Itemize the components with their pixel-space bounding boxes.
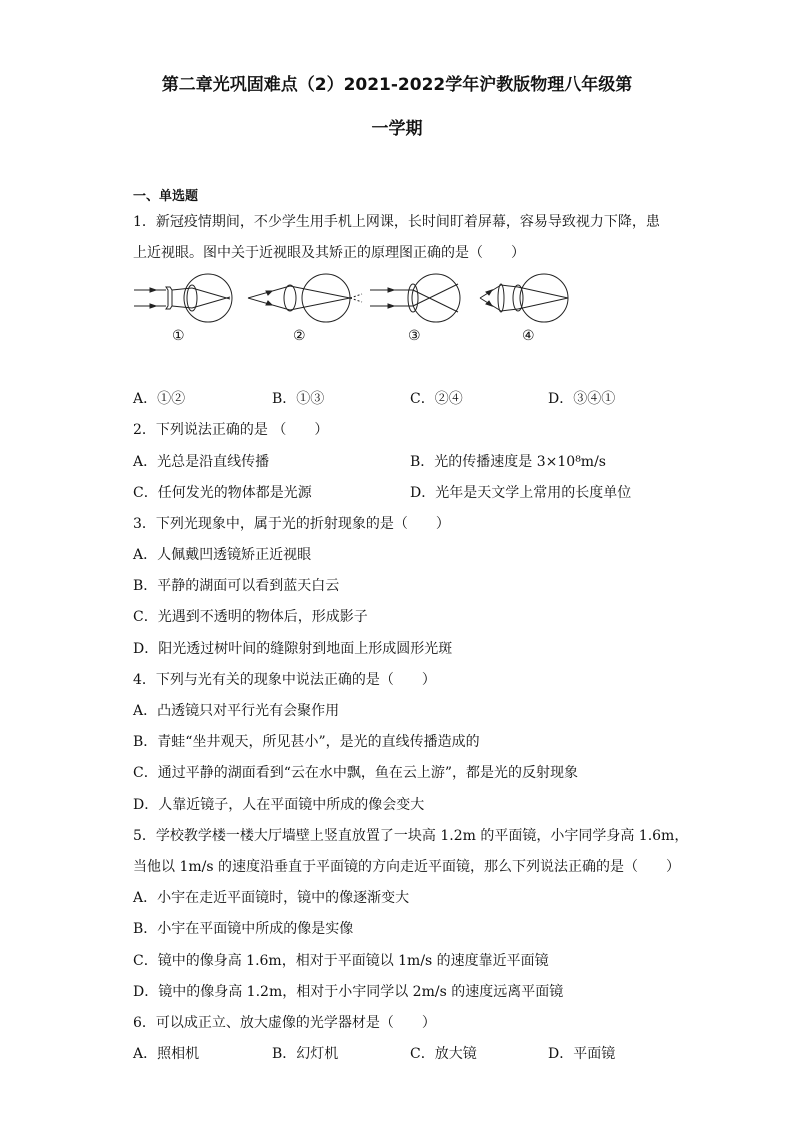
page-title-line2: 一学期 [371, 119, 423, 139]
q3-option-d[interactable]: D．阳光透过树叶间的缝隙射到地面上形成圆形光斑 [133, 641, 453, 657]
q6-stem: 6．可以成正立、放大虚像的光学器材是（ ） [133, 1015, 436, 1031]
figure-label-1: ① [172, 328, 185, 344]
q3-option-a[interactable]: A．人佩戴凹透镜矫正近视眼 [133, 547, 312, 563]
q2-option-d[interactable]: D．光年是天文学上常用的长度单位 [410, 485, 632, 501]
q4-option-b[interactable]: B．青蛙“坐井观天，所见甚小”，是光的直线传播造成的 [133, 734, 480, 750]
q4-option-c[interactable]: C．通过平静的湖面看到“云在水中飘，鱼在云上游”，都是光的反射现象 [133, 765, 579, 781]
eye-diagram-3 [370, 274, 460, 322]
q5-stem-line2: 当他以 1m/s 的速度沿垂直于平面镜的方向走近平面镜，那么下列说法正确的是（ ） [133, 859, 680, 875]
q1-option-a[interactable]: A．①② [133, 391, 186, 407]
q3-stem: 3．下列光现象中，属于光的折射现象的是（ ） [133, 516, 450, 532]
q2-stem: 2．下列说法正确的是 （ ） [133, 422, 329, 438]
q4-option-a[interactable]: A．凸透镜只对平行光有会聚作用 [133, 703, 340, 719]
q3-option-c[interactable]: C．光遇到不透明的物体后，形成影子 [133, 609, 368, 625]
q1-option-c[interactable]: C．②④ [410, 391, 463, 407]
q6-option-a[interactable]: A．照相机 [133, 1046, 200, 1062]
eye-diagram-1 [134, 274, 232, 322]
q5-option-c[interactable]: C．镜中的像身高 1.6m，相对于平面镜以 1m/s 的速度靠近平面镜 [133, 953, 549, 969]
q5-option-a[interactable]: A．小宇在走近平面镜时，镜中的像逐渐变大 [133, 890, 410, 906]
q1-stem-line2: 上近视眼。图中关于近视眼及其矫正的原理图正确的是（ ） [133, 245, 525, 261]
page-title-line1: 第二章光巩固难点（2）2021-2022学年沪教版物理八年级第 [161, 75, 633, 95]
q1-stem-line1: 1．新冠疫情期间，不少学生用手机上网课，长时间盯着屏幕，容易导致视力下降，患 [133, 214, 660, 230]
q5-option-b[interactable]: B．小宇在平面镜中所成的像是实像 [133, 921, 354, 937]
eye-diagrams-figure [130, 268, 580, 350]
q6-option-b[interactable]: B．幻灯机 [272, 1046, 339, 1062]
q3-option-b[interactable]: B．平静的湖面可以看到蓝天白云 [133, 578, 340, 594]
q2-option-b[interactable]: B．光的传播速度是 3×10⁸m/s [410, 454, 606, 470]
figure-label-3: ③ [408, 328, 421, 344]
section-heading: 一、单选题 [133, 189, 199, 204]
q4-stem: 4．下列与光有关的现象中说法正确的是（ ） [133, 672, 436, 688]
eye-diagram-4 [480, 274, 568, 322]
figure-label-2: ② [293, 328, 306, 344]
q2-option-a[interactable]: A．光总是沿直线传播 [133, 454, 270, 470]
q1-option-b[interactable]: B．①③ [272, 391, 325, 407]
eye-diagram-2 [248, 274, 362, 322]
q1-option-d[interactable]: D．③④① [548, 391, 616, 407]
q5-stem-line1: 5．学校教学楼一楼大厅墙壁上竖直放置了一块高 1.2m 的平面镜，小宇同学身高 1.6m， [133, 828, 689, 844]
q2-option-c[interactable]: C．任何发光的物体都是光源 [133, 485, 312, 501]
q6-option-c[interactable]: C．放大镜 [410, 1046, 477, 1062]
figure-label-4: ④ [522, 328, 535, 344]
q6-option-d[interactable]: D．平面镜 [548, 1046, 616, 1062]
q4-option-d[interactable]: D．人靠近镜子，人在平面镜中所成的像会变大 [133, 797, 425, 813]
q5-option-d[interactable]: D．镜中的像身高 1.2m，相对于小宇同学以 2m/s 的速度远离平面镜 [133, 984, 564, 1000]
